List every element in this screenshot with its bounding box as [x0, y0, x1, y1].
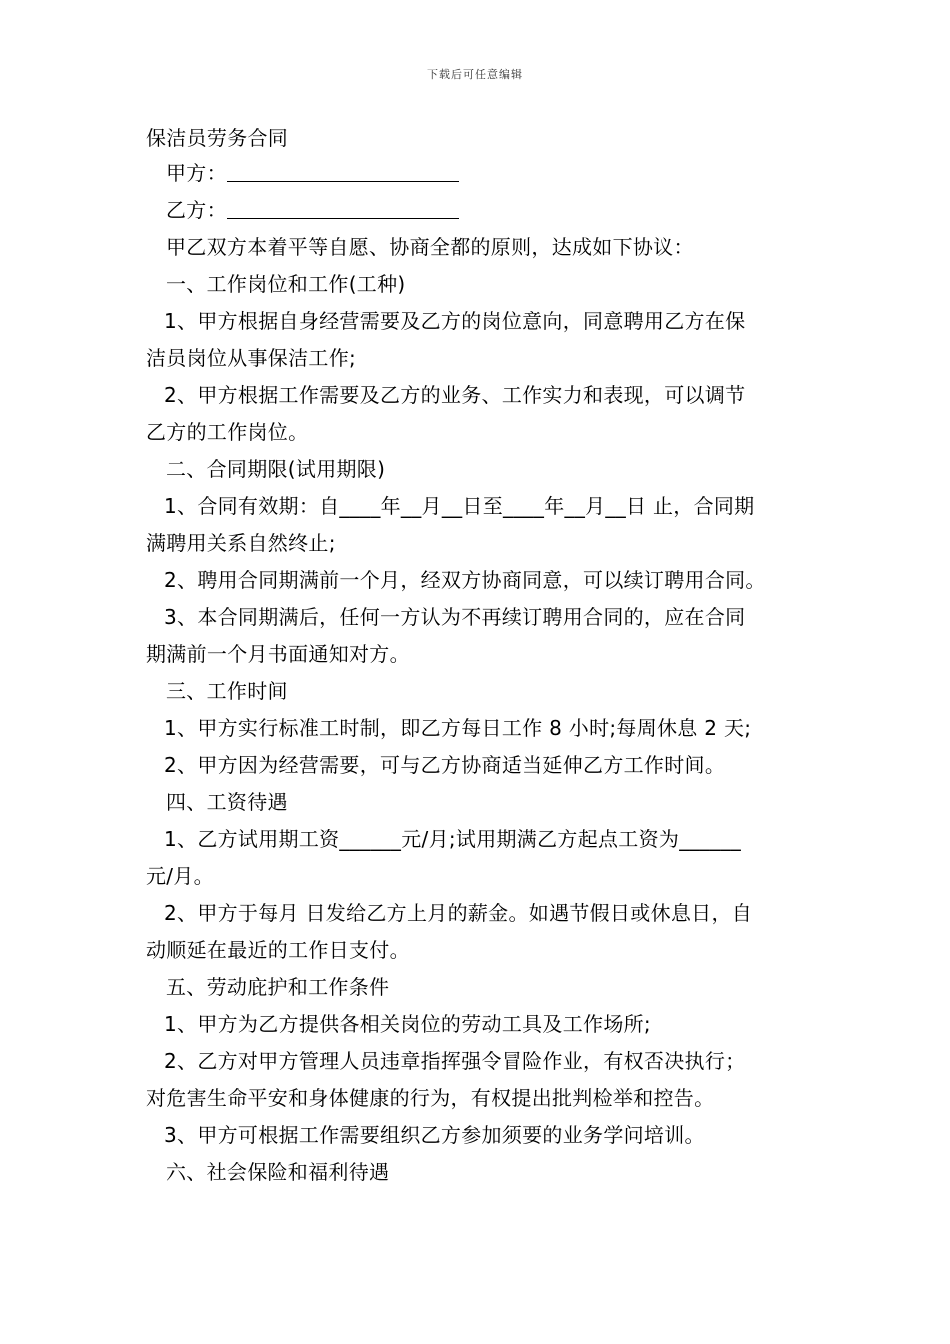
clause-3-1: 1、甲方实行标准工时制，即乙方每日工作 8 小时;每周休息 2 天; [164, 716, 752, 740]
intro-paragraph: 甲乙双方本着平等自愿、协商全都的原则，达成如下协议： [166, 235, 694, 259]
clause-4-2-cont: 动顺延在最近的工作日支付。 [146, 938, 410, 962]
clause-2-3-cont: 期满前一个月书面通知对方。 [146, 642, 410, 666]
clause-2-2: 2、聘用合同期满前一个月，经双方协商同意，可以续订聘用合同。 [164, 568, 766, 592]
section-heading-2: 二、合同期限(试用期限) [166, 457, 386, 481]
section-heading-4: 四、工资待遇 [166, 790, 288, 814]
clause-3-2: 2、甲方因为经营需要，可与乙方协商适当延伸乙方工作时间。 [164, 753, 726, 777]
party-a-line [146, 155, 810, 192]
clause-1-2-cont: 乙方的工作岗位。 [146, 420, 309, 444]
clause-1-1: 1、甲方根据自身经营需要及乙方的岗位意向，同意聘用乙方在保 [164, 309, 746, 333]
page-header-note: 下载后可任意编辑 [427, 68, 523, 81]
party-b-blank [227, 198, 459, 219]
clause-2-1-cont: 满聘用关系自然终止; [146, 531, 336, 555]
clause-5-2-cont: 对危害生命平安和身体健康的行为，有权提出批判检举和控告。 [146, 1086, 715, 1110]
clause-5-1: 1、甲方为乙方提供各相关岗位的劳动工具及工作场所; [164, 1012, 651, 1036]
section-heading-5: 五、劳动庇护和工作条件 [166, 975, 390, 999]
clause-2-1: 1、合同有效期：自____年__月__日至____年__月__日 止，合同期 [164, 494, 755, 518]
party-b-label: 乙方： [166, 198, 227, 222]
clause-1-1-cont: 洁员岗位从事保洁工作; [146, 346, 357, 370]
clause-4-2: 2、甲方于每月 日发给乙方上月的薪金。如遇节假日或休息日，自 [164, 901, 753, 925]
party-a-label: 甲方： [166, 161, 227, 185]
document-title: 保洁员劳务合同 [146, 126, 289, 150]
clause-4-1-cont: 元/月。 [146, 864, 214, 888]
clause-5-3: 3、甲方可根据工作需要组织乙方参加须要的业务学问培训。 [164, 1123, 705, 1147]
clause-4-1: 1、乙方试用期工资______元/月;试用期满乙方起点工资为______ [164, 827, 742, 851]
section-heading-1: 一、工作岗位和工作(工种) [166, 272, 406, 296]
section-heading-3: 三、工作时间 [166, 679, 288, 703]
clause-1-2: 2、甲方根据工作需要及乙方的业务、工作实力和表现，可以调节 [164, 383, 746, 407]
contract-body [146, 120, 810, 1191]
party-b-line [146, 192, 810, 229]
clause-5-2: 2、乙方对甲方管理人员违章指挥强令冒险作业，有权否决执行； [164, 1049, 746, 1073]
party-a-blank [227, 161, 459, 182]
clause-2-3: 3、本合同期满后，任何一方认为不再续订聘用合同的，应在合同 [164, 605, 746, 629]
section-heading-6: 六、社会保险和福利待遇 [166, 1160, 390, 1184]
